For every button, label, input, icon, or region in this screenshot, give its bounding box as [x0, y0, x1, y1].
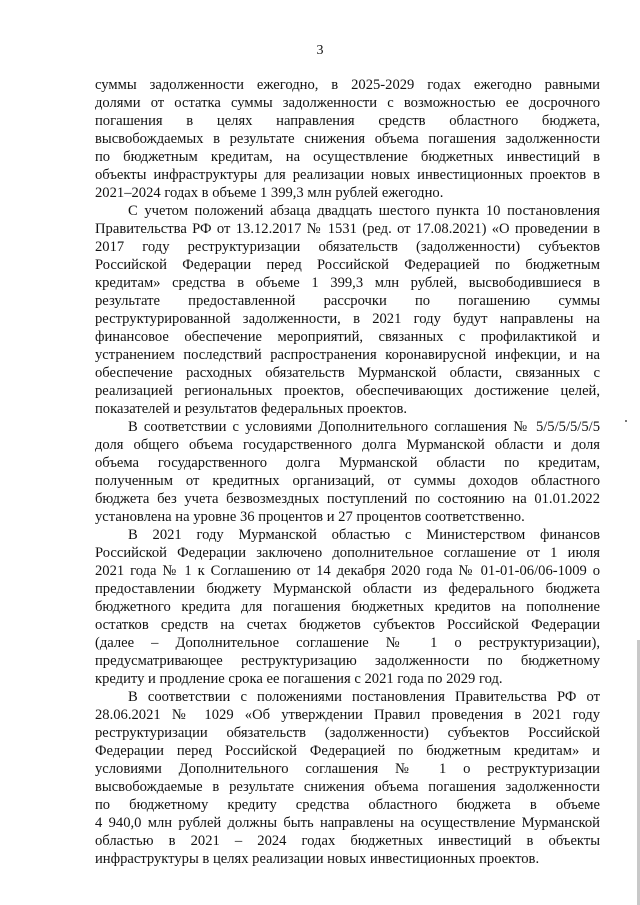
text-line: высвобождаемые в результате снижения объема погашения задолженности — [95, 779, 600, 795]
text-line: погашения в целях направления средств областного бюджета, — [95, 113, 600, 129]
text-line: реструктуризации обязательств (задолженности) субъектов Российской — [95, 725, 600, 741]
text-line: высвобождаемых в результате снижения объема погашения задолженности — [95, 131, 600, 147]
text-line: кредиту и продление срока ее погашения с 2021 года по 2029 год. — [95, 671, 503, 687]
text-line: Российской Федерации перед Российской Федерацией по бюджетным — [95, 257, 600, 273]
text-line: В соответствии с условиями Дополнительного соглашения № 5/5/5/5/5/5 — [128, 419, 600, 435]
text-line: доля общего объема государственного долга Мурманской области и доля — [95, 437, 600, 453]
paragraph — [95, 526, 600, 688]
text-line: установлена на уровне 36 процентов и 27 процентов соответственно. — [95, 509, 525, 525]
text-line: В 2021 году Мурманской областью с Министерством финансов — [128, 527, 600, 543]
text-line: 2017 году реструктуризации обязательств (задолженности) субъектов — [95, 239, 600, 255]
text-line: финансовое обеспечение мероприятий, связанных с профилактикой и — [95, 329, 600, 345]
text-line: кредитам» средства в объеме 1 399,3 млн рублей, высвободившиеся в — [95, 275, 600, 291]
text-line: объекты инфраструктуры для реализации новых инвестиционных проектов в — [95, 167, 600, 183]
text-line: Правительства РФ от 13.12.2017 № 1531 (ред. от 17.08.2021) «О проведении в — [95, 221, 600, 237]
text-line: С учетом положений абзаца двадцать шестого пункта 10 постановления — [128, 203, 600, 219]
text-line: 28.06.2021 № 1029 «Об утверждении Правил проведения в 2021 году — [95, 707, 600, 723]
text-line: долями от остатка суммы задолженности с возможностью ее досрочного — [95, 95, 600, 111]
text-line: реализацией региональных проектов, обеспечивающих достижение целей, — [95, 383, 600, 399]
text-line: показателей и результатов федеральных проектов. — [95, 401, 407, 417]
paragraph — [95, 76, 600, 202]
text-line: предоставлении бюджету Мурманской области из федерального бюджета — [95, 581, 600, 597]
text-line: обеспечение расходных обязательств Мурманской области, связанных с — [95, 365, 600, 381]
text-line: инфраструктуры в целях реализации новых инвестиционных проектов. — [95, 851, 540, 867]
paragraph — [95, 688, 600, 868]
text-line: 4 940,0 млн рублей должны быть направлены на осуществление Мурманской — [95, 815, 600, 831]
document-body — [95, 76, 600, 868]
text-line: бюджета без учета безвозмездных поступлений по состоянию на 01.01.2022 — [95, 491, 600, 507]
paragraph — [95, 202, 600, 418]
text-line: бюджетного кредита для погашения бюджетных кредитов на пополнение — [95, 599, 600, 615]
page-number: 3 — [316, 43, 324, 58]
text-line: суммы задолженности ежегодно, в 2025-2029 годах ежегодно равными — [95, 77, 600, 93]
text-line: полученным от кредитных организаций, от суммы доходов областного — [95, 473, 600, 489]
text-line: В соответствии с положениями постановления Правительства РФ от — [128, 689, 600, 705]
paragraph — [95, 418, 600, 526]
text-line: (далее – Дополнительное соглашение № 1 о реструктуризации), — [95, 635, 600, 651]
text-line: условиями Дополнительного соглашения № 1 о реструктуризации — [95, 761, 600, 777]
text-line: устранением последствий распространения коронавирусной инфекции, и на — [95, 347, 600, 363]
text-line: остатков средств на счетах бюджетов субъектов Российской Федерации — [95, 617, 600, 633]
text-line: 2021–2024 годах в объеме 1 399,3 млн рублей ежегодно. — [95, 185, 444, 201]
text-line: предусматривающее реструктуризацию задолженности по бюджетному — [95, 653, 600, 669]
text-line: объема государственного долга Мурманской области по кредитам, — [95, 455, 600, 471]
scan-speck — [625, 420, 627, 422]
text-line: Российской Федерации заключено дополнительное соглашение от 1 июля — [95, 545, 600, 561]
text-line: по бюджетному кредиту средства областного бюджета в объеме — [95, 797, 600, 813]
text-line: результате предоставленной рассрочки по погашению суммы — [95, 293, 600, 309]
text-line: областью в 2021 – 2024 годах бюджетных инвестиций в объекты — [95, 833, 600, 849]
text-line: 2021 года № 1 к Соглашению от 14 декабря 2020 года № 01-01-06/06-1009 о — [95, 563, 600, 579]
text-line: Федерации перед Российской Федерацией по бюджетным кредитам» и — [95, 743, 600, 759]
text-line: реструктурированной задолженности, в 2021 году будут направлены на — [95, 311, 600, 327]
text-line: по бюджетным кредитам, на осуществление бюджетных инвестиций в — [95, 149, 600, 165]
